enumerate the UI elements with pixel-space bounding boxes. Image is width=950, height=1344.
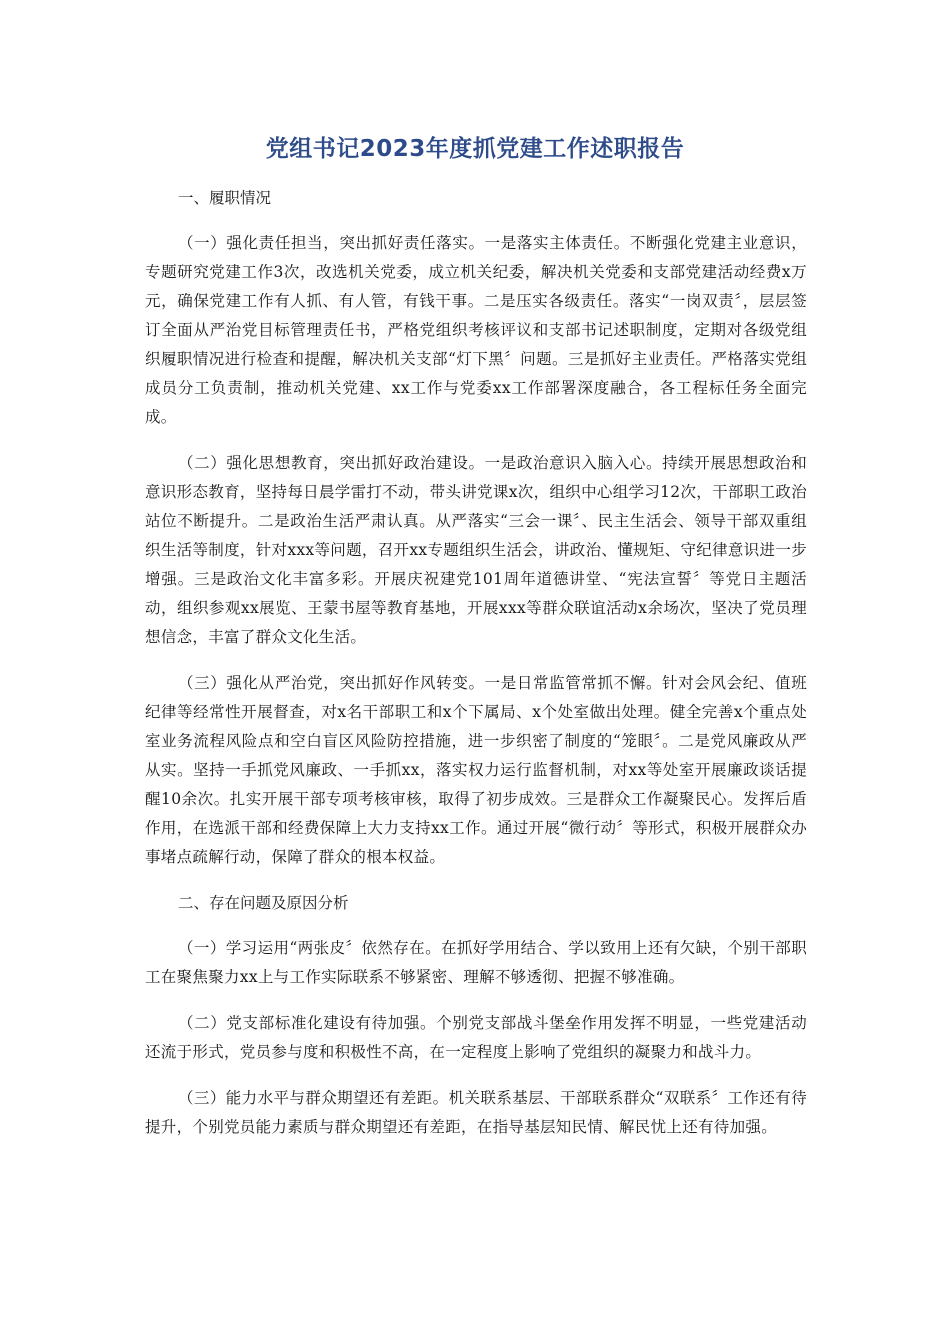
paragraph: （三）强化从严治党，突出抓好作风转变。一是日常监管常抓不懈。针对会风会纪、值班纪律等经常性开展督查，对x名干部职工和x个下属局、x个处室做出处理。健全完善x个重点处室业务流程风险点和空白盲区风险防控措施，进一步织密了制度的“笼眼〞。二是党风廉政从严从实。坚持一手抓党风廉政、一手抓xx，落实权力运行监督机制，对xx等处室开展廉政谈话提醒10余次。扎实开展干部专项考核审核，取得了初步成效。三是群众工作凝聚民心。发挥后盾作用，在选派干部和经费保障上大力支持xx工作。通过开展“微行动〞等形式，积极开展群众办事堵点疏解行动，保障了群众的根本权益。 (145, 674, 807, 866)
paragraph: （二）党支部标准化建设有待加强。个别党支部战斗堡垒作用发挥不明显，一些党建活动还流于形式，党员参与度和积极性不高，在一定程度上影响了党组织的凝聚力和战斗力。 (145, 1014, 807, 1061)
section-heading: 二、存在问题及原因分析 (178, 894, 349, 912)
paragraph: （三）能力水平与群众期望还有差距。机关联系基层、干部联系群众“双联系〞工作还有待提升，个别党员能力素质与群众期望还有差距，在指导基层知民情、解民忧上还有待加强。 (145, 1089, 807, 1136)
paragraph: （一）强化责任担当，突出抓好责任落实。一是落实主体责任。不断强化党建主业意识，专题研究党建工作3次，改选机关党委，成立机关纪委，解决机关党委和支部党建活动经费x万元，确保党建工作有人抓、有人管，有钱干事。二是压实各级责任。落实“一岗双责〞，层层签订全面从严治党目标管理责任书，严格党组织考核评议和支部书记述职制度，定期对各级党组织履职情况进行检查和提醒，解决机关支部“灯下黑〞问题。三是抓好主业责任。严格落实党组成员分工负责制，推动机关党建、xx工作与党委xx工作部署深度融合，各工程标任务全面完成。 (145, 234, 807, 426)
document-title: 党组书记2023年度抓党建工作述职报告 (265, 136, 685, 162)
section-heading: 一、履职情况 (178, 189, 272, 207)
paragraph: （二）强化思想教育，突出抓好政治建设。一是政治意识入脑入心。持续开展思想政治和意识形态教育，坚持每日晨学雷打不动，带头讲党课x次，组织中心组学习12次，干部职工政治站位不断提升。二是政治生活严肃认真。从严落实“三会一课〞、民主生活会、领导干部双重组织生活等制度，针对xxx等问题，召开xx专题组织生活会，讲政治、懂规矩、守纪律意识进一步增强。三是政治文化丰富多彩。开展庆祝建党101周年道德讲堂、“宪法宣誓〞等党日主题活动，组织参观xx展览、王蒙书屋等教育基地，开展xxx等群众联谊活动x余场次，坚决了党员理想信念，丰富了群众文化生活。 (145, 454, 807, 646)
document-body (145, 184, 807, 1159)
paragraph: （一）学习运用“两张皮〞依然存在。在抓好学用结合、学以致用上还有欠缺，个别干部职工在聚焦聚力xx上与工作实际联系不够紧密、理解不够透彻、把握不够准确。 (145, 939, 807, 986)
section-problems (145, 889, 807, 1142)
section-performance (145, 184, 807, 872)
